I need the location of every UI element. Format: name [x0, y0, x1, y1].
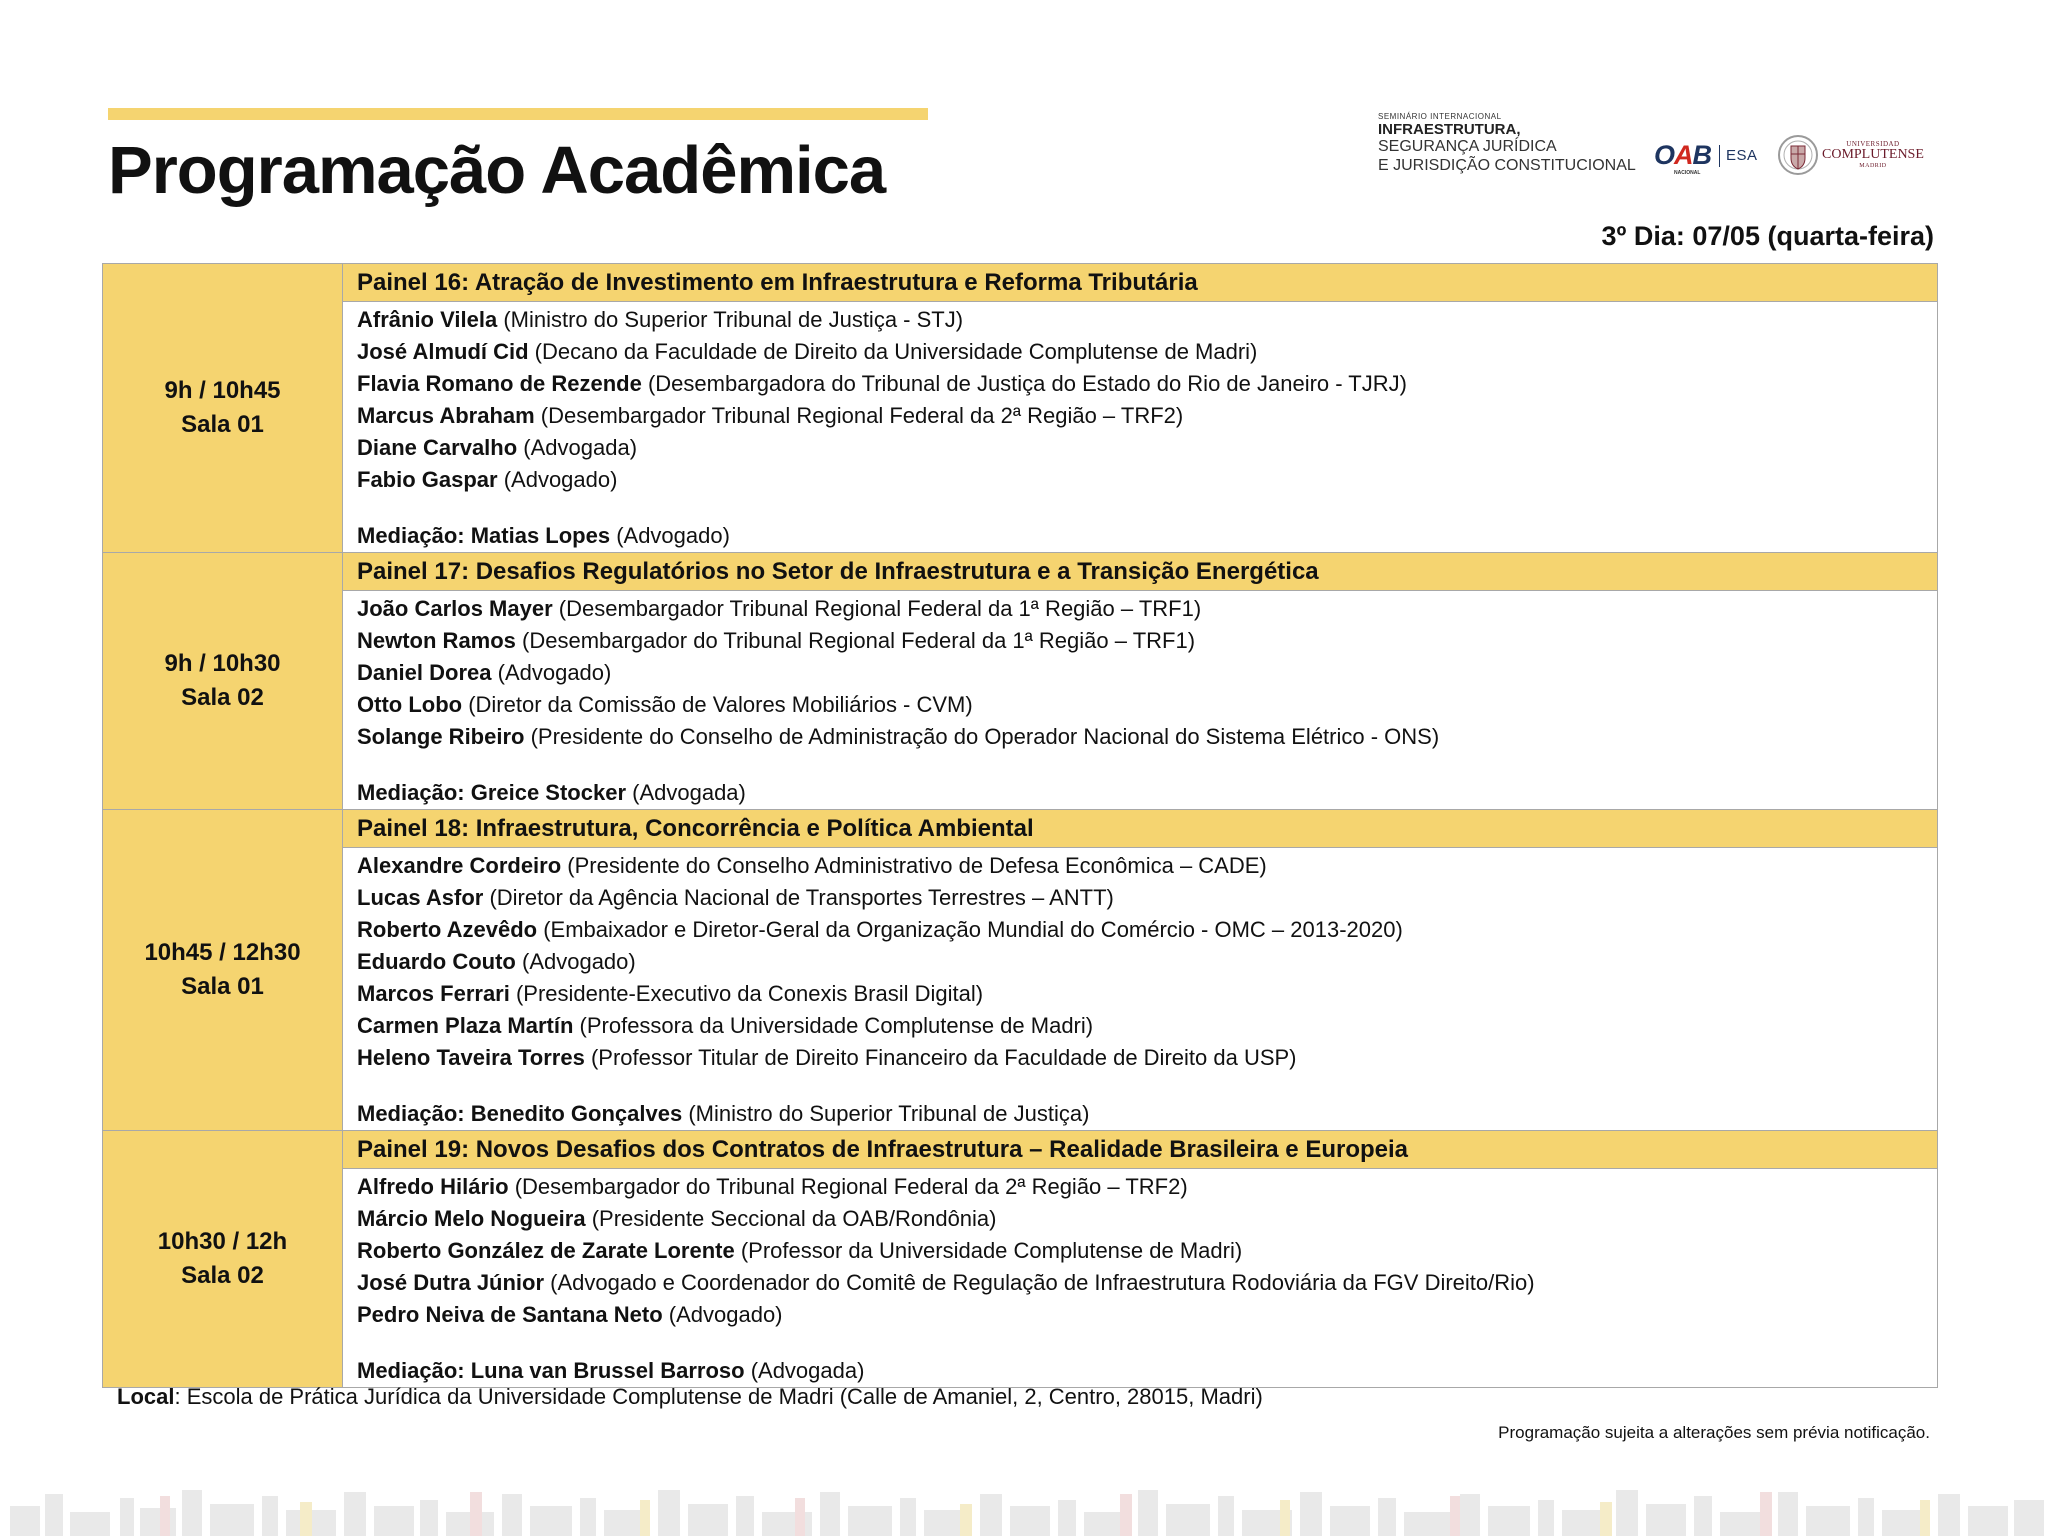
speaker-name: Pedro Neiva de Santana Neto — [357, 1302, 663, 1327]
disclaimer: Programação sujeita a alterações sem prévia notificação. — [1498, 1423, 1930, 1442]
speaker-role: (Presidente Seccional da OAB/Rondônia) — [585, 1206, 997, 1231]
oab-esa-logo — [1654, 140, 1758, 176]
speakers-list — [343, 848, 1938, 1131]
speaker-name: Eduardo Couto — [357, 949, 516, 974]
venue-label: Local — [117, 1384, 175, 1409]
speaker-line — [357, 1235, 1923, 1267]
session-time-cell — [103, 810, 343, 1131]
speaker-line — [357, 336, 1923, 368]
speaker-role: (Advogado) — [662, 1302, 783, 1327]
oab-logo: OAB — [1654, 140, 1712, 170]
speaker-name: Daniel Dorea — [357, 660, 492, 685]
panel-title: Painel 19: Novos Desafios dos Contratos de Infraestrutura – Realidade Brasileira e Europeia — [343, 1131, 1938, 1169]
speaker-role: (Advogado e Coordenador do Comitê de Regulação de Infraestrutura Rodoviária da FGV Direito/Rio) — [544, 1270, 1535, 1295]
speaker-name: Marcos Ferrari — [357, 981, 510, 1006]
speaker-name: Roberto Azevêdo — [357, 917, 538, 942]
mediator-name: Greice Stocker — [470, 780, 627, 805]
speaker-line — [357, 304, 1923, 336]
speaker-line — [357, 464, 1923, 496]
speaker-role: (Desembargador do Tribunal Regional Federal da 1ª Região – TRF1) — [515, 628, 1196, 653]
speaker-name: Newton Ramos — [357, 628, 516, 653]
speaker-name: Lucas Asfor — [357, 885, 484, 910]
speaker-role: (Advogado) — [497, 467, 618, 492]
title-accent-bar — [108, 108, 928, 120]
speaker-role: (Advogada) — [517, 435, 638, 460]
mediation-label: Mediação: — [357, 523, 471, 548]
speaker-role: (Desembargador Tribunal Regional Federal da 1ª Região – TRF1) — [552, 596, 1202, 621]
seminar-title-line-2: SEGURANÇA JURÍDICA — [1378, 138, 1557, 156]
session-speakers-row — [103, 302, 1938, 553]
speaker-line — [357, 689, 1923, 721]
speaker-role: (Desembargador Tribunal Regional Federal da 2ª Região – TRF2) — [534, 403, 1184, 428]
speaker-line — [357, 721, 1923, 753]
session-room: Sala 01 — [181, 411, 264, 438]
speaker-role: (Diretor da Comissão de Valores Mobiliários - CVM) — [462, 692, 973, 717]
speaker-name: Fabio Gaspar — [357, 467, 498, 492]
mediator-name: Benedito Gonçalves — [470, 1101, 683, 1126]
speaker-role: (Advogado) — [491, 660, 612, 685]
speaker-line — [357, 882, 1923, 914]
session-time: 9h / 10h30 — [164, 650, 281, 677]
session-time-cell — [103, 1131, 343, 1388]
panel-title: Painel 18: Infraestrutura, Concorrência e Política Ambiental — [343, 810, 1938, 848]
speaker-name: Carmen Plaza Martín — [357, 1013, 574, 1038]
speaker-line — [357, 978, 1923, 1010]
session-room: Sala 02 — [181, 684, 264, 711]
mediator-role: (Advogada) — [744, 1358, 865, 1383]
ucm-crest-icon — [1778, 132, 1818, 178]
mediation-line — [357, 520, 1923, 552]
speaker-line — [357, 400, 1923, 432]
speaker-name: Roberto González de Zarate Lorente — [357, 1238, 735, 1263]
speaker-role: (Ministro do Superior Tribunal de Justiça - STJ) — [497, 307, 964, 332]
speaker-role: (Professor da Universidade Complutense de Madri) — [734, 1238, 1243, 1263]
speaker-name: José Almudí Cid — [357, 339, 529, 364]
speakers-list — [343, 1169, 1938, 1388]
speaker-line — [357, 657, 1923, 689]
speaker-name: João Carlos Mayer — [357, 596, 553, 621]
speaker-line — [357, 1203, 1923, 1235]
speaker-role: (Presidente-Executivo da Conexis Brasil Digital) — [509, 981, 984, 1006]
speaker-role: (Desembargadora do Tribunal de Justiça do Estado do Rio de Janeiro - TJRJ) — [641, 371, 1407, 396]
ucm-logo — [1778, 132, 1924, 178]
speaker-line — [357, 946, 1923, 978]
speaker-line — [357, 1171, 1923, 1203]
speaker-name: Otto Lobo — [357, 692, 463, 717]
session-title-row — [103, 264, 1938, 302]
panel-title: Painel 16: Atração de Investimento em Infraestrutura e Reforma Tributária — [343, 264, 1938, 302]
panel-title: Painel 17: Desafios Regulatórios no Setor de Infraestrutura e a Transição Energética — [343, 553, 1938, 591]
seminar-title-line-1: INFRAESTRUTURA, — [1378, 121, 1521, 139]
mediator-role: (Ministro do Superior Tribunal de Justiça) — [682, 1101, 1090, 1126]
city-skyline-decoration — [0, 1446, 2048, 1536]
speaker-line — [357, 368, 1923, 400]
speaker-role: (Decano da Faculdade de Direito da Universidade Complutense de Madri) — [528, 339, 1258, 364]
session-title-row — [103, 1131, 1938, 1169]
session-room: Sala 02 — [181, 1262, 264, 1289]
mediator-role: (Advogada) — [626, 780, 746, 805]
seminar-title-line-3: E JURISDIÇÃO CONSTITUCIONAL — [1378, 156, 1636, 174]
speaker-line — [357, 850, 1923, 882]
mediation-line — [357, 777, 1923, 809]
speaker-name: Alfredo Hilário — [357, 1174, 509, 1199]
session-speakers-row — [103, 848, 1938, 1131]
speakers-list — [343, 591, 1938, 810]
speaker-line — [357, 914, 1923, 946]
ucm-line-2: COMPLUTENSE — [1822, 147, 1924, 163]
mediation-label: Mediação: — [357, 780, 471, 805]
speakers-list — [343, 302, 1938, 553]
speaker-line — [357, 432, 1923, 464]
schedule-table — [102, 263, 1938, 1388]
seminar-logo — [1378, 112, 1636, 175]
speaker-role: (Presidente do Conselho Administrativo de Defesa Econômica – CADE) — [561, 853, 1267, 878]
speaker-line — [357, 1299, 1923, 1331]
mediation-line — [357, 1355, 1923, 1387]
page-title: Programação Acadêmica — [108, 133, 886, 208]
session-title-row — [103, 553, 1938, 591]
session-time: 10h45 / 12h30 — [144, 939, 301, 966]
speaker-line — [357, 1267, 1923, 1299]
speaker-role: (Desembargador do Tribunal Regional Federal da 2ª Região – TRF2) — [508, 1174, 1188, 1199]
speaker-role: (Diretor da Agência Nacional de Transportes Terrestres – ANTT) — [483, 885, 1114, 910]
speaker-role: (Professora da Universidade Complutense de Madri) — [573, 1013, 1094, 1038]
day-heading: 3º Dia: 07/05 (quarta-feira) — [1601, 221, 1934, 251]
mediator-name: Luna van Brussel Barroso — [470, 1358, 745, 1383]
speaker-role: (Advogado) — [515, 949, 636, 974]
sponsor-logos — [1378, 112, 1938, 192]
logo-divider — [1719, 145, 1720, 167]
speaker-role: (Embaixador e Diretor-Geral da Organização Mundial do Comércio - OMC – 2013-2020) — [537, 917, 1403, 942]
speaker-name: Afrânio Vilela — [357, 307, 498, 332]
mediation-label: Mediação: — [357, 1101, 471, 1126]
oab-subtitle: NACIONAL — [1674, 170, 1701, 176]
speaker-line — [357, 593, 1923, 625]
session-room: Sala 01 — [181, 973, 264, 1000]
speaker-line — [357, 1042, 1923, 1074]
speaker-name: Diane Carvalho — [357, 435, 518, 460]
mediation-line — [357, 1098, 1923, 1130]
mediation-label: Mediação: — [357, 1358, 471, 1383]
mediator-role: (Advogado) — [610, 523, 730, 548]
speaker-name: Alexandre Cordeiro — [357, 853, 562, 878]
speaker-line — [357, 1010, 1923, 1042]
speaker-role: (Professor Titular de Direito Financeiro da Faculdade de Direito da USP) — [584, 1045, 1297, 1070]
venue-text: : Escola de Prática Jurídica da Universidade Complutense de Madri (Calle de Amaniel, 2, Centro, 28015, Madri) — [174, 1384, 1263, 1409]
session-speakers-row — [103, 1169, 1938, 1388]
session-time-cell — [103, 553, 343, 810]
seminar-pretitle: SEMINÁRIO INTERNACIONAL — [1378, 112, 1502, 121]
session-time-cell — [103, 264, 343, 553]
session-time: 9h / 10h45 — [164, 377, 281, 404]
speaker-name: Marcus Abraham — [357, 403, 535, 428]
speaker-name: Márcio Melo Nogueira — [357, 1206, 586, 1231]
session-time: 10h30 / 12h — [157, 1228, 288, 1255]
speaker-line — [357, 625, 1923, 657]
speaker-name: José Dutra Júnior — [357, 1270, 545, 1295]
venue-line — [117, 1384, 1263, 1410]
speaker-role: (Presidente do Conselho de Administração do Operador Nacional do Sistema Elétrico - ONS) — [524, 724, 1440, 749]
session-title-row — [103, 810, 1938, 848]
speaker-name: Heleno Taveira Torres — [357, 1045, 585, 1070]
esa-logo: ESA — [1726, 147, 1758, 164]
ucm-line-3: MADRID — [1859, 162, 1887, 169]
ucm-line-1: UNIVERSIDAD — [1846, 139, 1900, 148]
session-speakers-row — [103, 591, 1938, 810]
mediator-name: Matias Lopes — [470, 523, 611, 548]
speaker-name: Flavia Romano de Rezende — [357, 371, 642, 396]
speaker-name: Solange Ribeiro — [357, 724, 525, 749]
